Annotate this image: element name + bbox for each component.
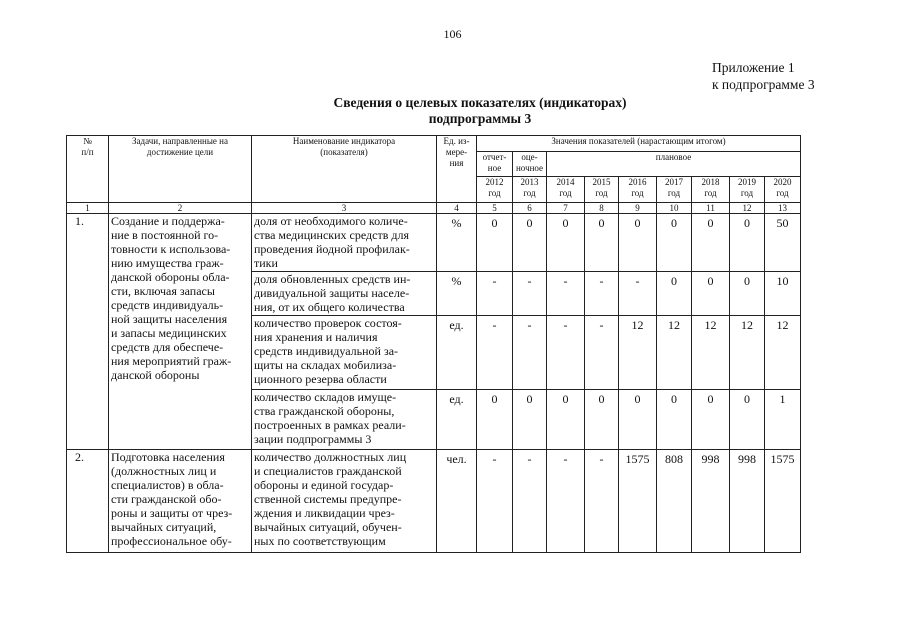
appendix-line-1: Приложение 1	[712, 60, 795, 75]
header-year: 2018 год	[692, 177, 730, 203]
indicator-value: 12	[657, 316, 692, 390]
indicator-value: 0	[585, 390, 619, 450]
page-number: 106	[443, 27, 462, 41]
header-year: 2017 год	[657, 177, 692, 203]
indicator-unit: чел.	[437, 450, 477, 553]
column-number: 12	[730, 203, 765, 214]
indicator-value: -	[477, 316, 513, 390]
header-year: 2016 год	[619, 177, 657, 203]
column-number: 1	[67, 203, 109, 214]
indicator-value: 0	[692, 214, 730, 272]
document-title	[250, 95, 710, 127]
column-number: 7	[547, 203, 585, 214]
indicator-value: 998	[692, 450, 730, 553]
indicator-unit: ед.	[437, 390, 477, 450]
indicator-value: 0	[513, 214, 547, 272]
header-year: 2015 год	[585, 177, 619, 203]
indicators-table	[66, 135, 801, 553]
header-year: 2020 год	[765, 177, 801, 203]
indicator-value: 808	[657, 450, 692, 553]
appendix-line-2: к подпрограмме 3	[712, 77, 815, 92]
indicator-value: 0	[692, 390, 730, 450]
indicator-value: -	[585, 272, 619, 316]
indicator-value: -	[547, 316, 585, 390]
title-line-1: Сведения о целевых показателях (индикаторах)	[333, 95, 627, 110]
header-unit: Ед. из- мере- ния	[437, 136, 477, 203]
indicator-value: 0	[657, 214, 692, 272]
indicator-name: количество складов имуще- ства гражданской обороны, построенных в рамках реали- зации подпрограммы 3	[252, 390, 437, 450]
indicator-value: -	[513, 272, 547, 316]
indicator-unit: ед.	[437, 316, 477, 390]
indicator-value: 0	[657, 272, 692, 316]
title-line-2: подпрограммы 3	[428, 111, 532, 126]
header-tasks: Задачи, направленные на достижение цели	[109, 136, 252, 203]
indicator-value: 0	[657, 390, 692, 450]
indicator-value: 12	[692, 316, 730, 390]
indicator-value: 50	[765, 214, 801, 272]
indicator-name: количество должностных лиц и специалистов гражданской обороны и единой государ- ственной системы предупре- ждения и ликвидации чрез- вычайных ситуаций, обучен- ных по соответствующим	[252, 450, 437, 553]
indicator-value: 0	[477, 214, 513, 272]
indicator-value: 0	[730, 272, 765, 316]
indicator-value: -	[547, 272, 585, 316]
indicator-unit: %	[437, 214, 477, 272]
indicator-value: 0	[619, 390, 657, 450]
indicator-value: 1	[765, 390, 801, 450]
column-number: 4	[437, 203, 477, 214]
column-number: 11	[692, 203, 730, 214]
indicator-value: 0	[692, 272, 730, 316]
indicator-value: -	[547, 450, 585, 553]
indicator-unit: %	[437, 272, 477, 316]
indicator-name: количество проверок состоя- ния хранения и наличия средств индивидуальной за- щиты на складах мобилиза- ционного резерва области	[252, 316, 437, 390]
indicator-value: 12	[730, 316, 765, 390]
column-number: 10	[657, 203, 692, 214]
header-values: Значения показателей (нарастающим итогом)	[477, 136, 801, 152]
indicator-value: 1575	[619, 450, 657, 553]
indicator-value: 12	[619, 316, 657, 390]
header-year: 2019 год	[730, 177, 765, 203]
indicator-value: 0	[730, 214, 765, 272]
header-planned: плановое	[547, 152, 801, 177]
indicator-value: 0	[730, 390, 765, 450]
indicator-value: -	[477, 450, 513, 553]
header-indicator: Наименование индикатора (показателя)	[252, 136, 437, 203]
indicator-value: -	[477, 272, 513, 316]
indicator-name: доля от необходимого количе- ства медицинских средств для проведения йодной профилак- тики	[252, 214, 437, 272]
header-year: 2013 год	[513, 177, 547, 203]
indicator-value: 0	[477, 390, 513, 450]
column-number: 9	[619, 203, 657, 214]
indicator-value: -	[585, 316, 619, 390]
indicator-value: -	[585, 450, 619, 553]
column-number: 8	[585, 203, 619, 214]
indicator-value: 998	[730, 450, 765, 553]
header-number: № п/п	[67, 136, 109, 203]
task-description: Подготовка населения (должностных лиц и специалистов) в обла- сти гражданской обо- роны и защиты от чрез- вычайных ситуаций, профессиональное обу-	[109, 450, 252, 553]
task-description: Создание и поддержа- ние в постоянной го- товности к использова- нию имущества граж- данской обороны обла- сти, включая запасы средств индивидуаль- ной защиты населения и запасы медицинских средств для обеспече- ния мероприятий граж- данской обороны	[109, 214, 252, 450]
indicator-value: -	[513, 316, 547, 390]
indicator-value: 0	[619, 214, 657, 272]
column-number: 6	[513, 203, 547, 214]
header-reported: отчет- ное	[477, 152, 513, 177]
task-number: 2.	[67, 450, 109, 553]
header-year: 2012 год	[477, 177, 513, 203]
indicator-value: 12	[765, 316, 801, 390]
column-number: 13	[765, 203, 801, 214]
indicator-value: -	[619, 272, 657, 316]
indicator-value: 0	[547, 390, 585, 450]
indicator-value: -	[513, 450, 547, 553]
indicator-value: 0	[547, 214, 585, 272]
column-number: 5	[477, 203, 513, 214]
indicator-name: доля обновленных средств ин- дивидуальной защиты населе- ния, от их общего количества	[252, 272, 437, 316]
indicator-value: 10	[765, 272, 801, 316]
appendix-caption	[712, 59, 815, 93]
header-estimated: оце- ночное	[513, 152, 547, 177]
column-number: 3	[252, 203, 437, 214]
table-row	[67, 214, 801, 272]
column-number: 2	[109, 203, 252, 214]
table-row	[67, 450, 801, 553]
header-year: 2014 год	[547, 177, 585, 203]
indicator-value: 1575	[765, 450, 801, 553]
task-number: 1.	[67, 214, 109, 450]
indicator-value: 0	[513, 390, 547, 450]
indicator-value: 0	[585, 214, 619, 272]
